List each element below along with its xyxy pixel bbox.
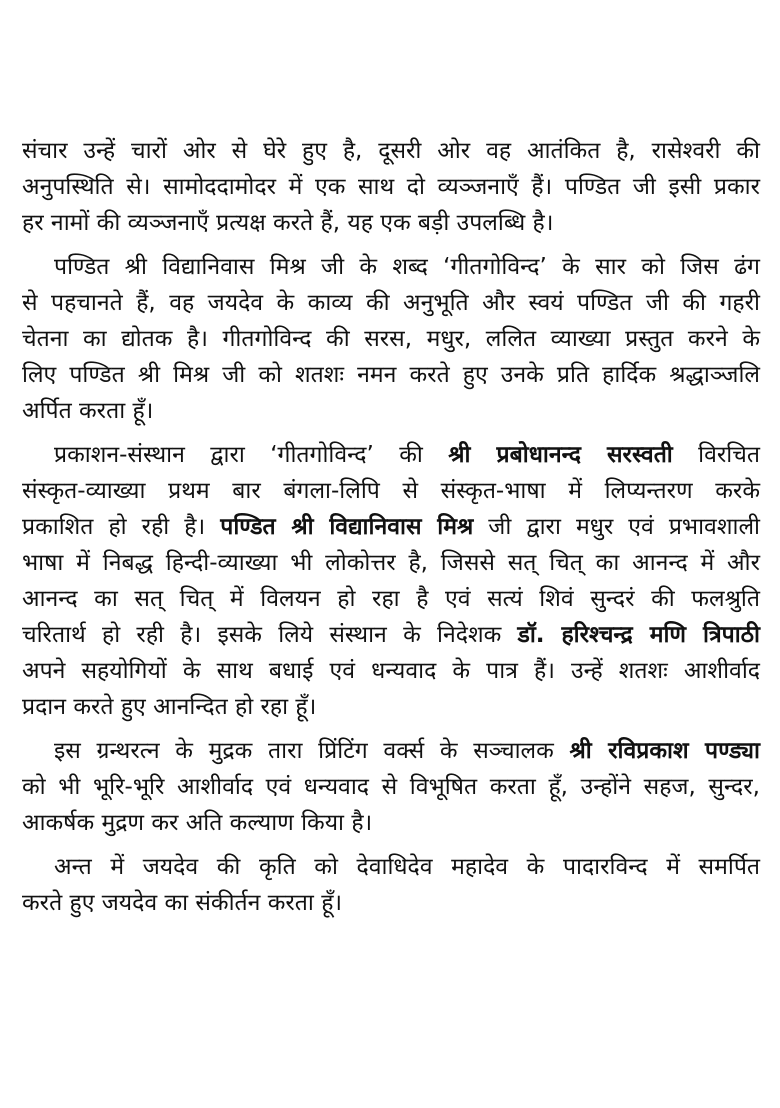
- text-line: [22, 169, 760, 205]
- paragraph: [22, 437, 760, 725]
- text-line: [22, 509, 760, 545]
- bold-name-text: श्री रविप्रकाश पण्ड्या: [569, 738, 760, 764]
- text-segment: प्रदान करते हुए आनन्दित हो रहा हूँ।: [22, 694, 317, 720]
- text-line: [22, 733, 760, 769]
- text-segment: अर्पित करता हूँ।: [22, 398, 154, 424]
- text-line: [22, 321, 760, 357]
- text-segment: पण्डित श्री विद्यानिवास मिश्र जी के शब्द ‘गीतगोविन्द’ के सार को जिस ढंग: [54, 254, 760, 280]
- text-segment: हर नामों की व्यञ्जनाएँ प्रत्यक्ष करते हैं, यह एक बड़ी उपलब्धि है।: [22, 210, 554, 236]
- text-line: [22, 689, 760, 725]
- text-line: [22, 285, 760, 321]
- text-segment: करते हुए जयदेव का संकीर्तन करता हूँ।: [22, 890, 343, 916]
- text-line: [22, 393, 760, 429]
- text-segment: आनन्द का सत् चित् में विलयन हो रहा है एवं सत्यं शिवं सुन्दरं की फलश्रुति: [22, 586, 760, 612]
- paragraph: [22, 849, 760, 921]
- text-segment: से पहचानते हैं, वह जयदेव के काव्य की अनुभूति और स्वयं पण्डित जी की गहरी: [22, 290, 760, 316]
- text-segment: इस ग्रन्थरत्न के मुद्रक तारा प्रिंटिंग वर्क्स के सञ्चालक: [54, 738, 570, 764]
- text-line: [22, 653, 760, 689]
- text-segment: अनुपस्थिति से। सामोददामोदर में एक साथ दो व्यञ्जनाएँ हैं। पण्डित जी इसी प्रकार: [22, 174, 760, 200]
- bold-name-text: श्री प्रबोधानन्द सरस्वती: [448, 442, 673, 468]
- text-line: [22, 205, 760, 241]
- text-line: [22, 805, 760, 841]
- text-segment: चेतना का द्योतक है। गीतगोविन्द की सरस, मधुर, ललित व्याख्या प्रस्तुत करने के: [22, 326, 760, 352]
- text-segment: संस्कृत-व्याख्या प्रथम बार बंगला-लिपि से संस्कृत-भाषा में लिप्यन्तरण करके: [22, 478, 760, 504]
- text-line: [22, 545, 760, 581]
- text-segment: संचार उन्हें चारों ओर से घेरे हुए है, दूसरी ओर वह आतंकित है, रासेश्वरी की: [22, 138, 760, 164]
- text-line: [22, 437, 760, 473]
- text-line: [22, 357, 760, 393]
- text-segment: जी द्वारा मधुर एवं प्रभावशाली: [473, 514, 760, 540]
- paragraph: [22, 249, 760, 429]
- text-segment: अन्त में जयदेव की कृति को देवाधिदेव महादेव के पादारविन्द में समर्पित: [54, 854, 760, 880]
- text-segment: चरितार्थ हो रही है। इसके लिये संस्थान के निदेशक: [22, 622, 518, 648]
- text-segment: प्रकाशन-संस्थान द्वारा ‘गीतगोविन्द’ की: [54, 442, 449, 468]
- text-segment: भाषा में निबद्ध हिन्दी-व्याख्या भी लोकोत्तर है, जिससे सत् चित् का आनन्द में और: [22, 550, 760, 576]
- text-line: [22, 581, 760, 617]
- text-segment: विरचित: [672, 442, 760, 468]
- text-line: [22, 133, 760, 169]
- text-line: [22, 849, 760, 885]
- paragraph: [22, 133, 760, 241]
- paragraph: [22, 733, 760, 841]
- text-line: [22, 473, 760, 509]
- text-line: [22, 249, 760, 285]
- text-segment: आकर्षक मुद्रण कर अति कल्याण किया है।: [22, 810, 373, 836]
- bold-name-text: पण्डित श्री विद्यानिवास मिश्र: [220, 514, 474, 540]
- text-line: [22, 769, 760, 805]
- text-segment: प्रकाशित हो रही है।: [22, 514, 221, 540]
- text-segment: को भी भूरि-भूरि आशीर्वाद एवं धन्यवाद से विभूषित करता हूँ, उन्होंने सहज, सुन्दर,: [22, 774, 760, 800]
- text-line: [22, 885, 760, 921]
- text-line: [22, 617, 760, 653]
- text-segment: लिए पण्डित श्री मिश्र जी को शतशः नमन करते हुए उनके प्रति हार्दिक श्रद्धाञ्जलि: [22, 362, 760, 388]
- document-page: [22, 133, 760, 929]
- bold-name-text: डॉ. हरिश्चन्द्र मणि त्रिपाठी: [517, 622, 760, 648]
- text-segment: अपने सहयोगियों के साथ बधाई एवं धन्यवाद के पात्र हैं। उन्हें शतशः आशीर्वाद: [22, 658, 760, 684]
